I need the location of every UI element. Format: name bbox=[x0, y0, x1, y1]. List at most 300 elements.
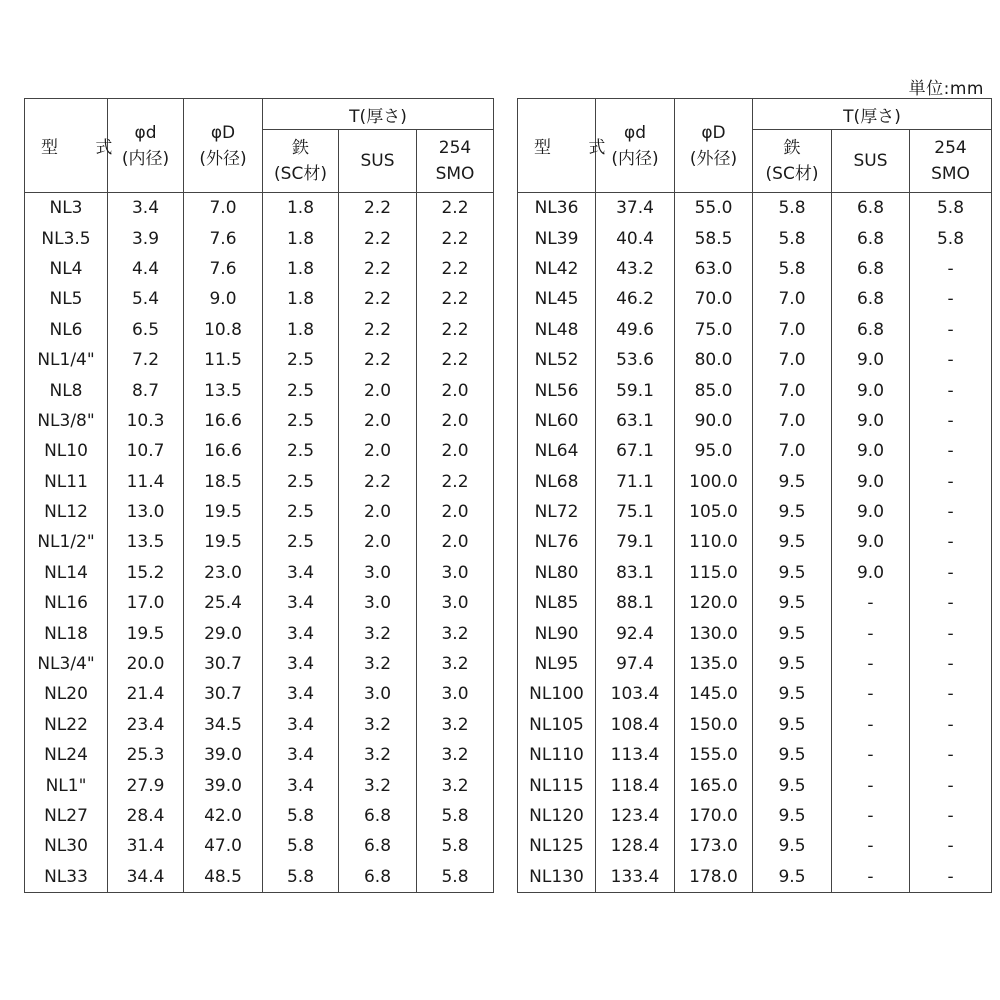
cell-254smo: 3.2 bbox=[417, 710, 494, 740]
cell-inner-diameter: 10.7 bbox=[108, 436, 184, 466]
header-254smo: 254 SMO bbox=[910, 130, 992, 193]
cell-sus: - bbox=[832, 679, 910, 709]
cell-sus: - bbox=[832, 618, 910, 648]
table-row bbox=[518, 649, 992, 679]
cell-254smo: - bbox=[910, 710, 992, 740]
cell-iron: 2.5 bbox=[263, 497, 339, 527]
cell-outer-diameter: 145.0 bbox=[675, 679, 753, 709]
cell-outer-diameter: 7.0 bbox=[184, 193, 263, 224]
cell-model: NL4 bbox=[25, 254, 108, 284]
cell-inner-diameter: 71.1 bbox=[596, 467, 675, 497]
cell-inner-diameter: 49.6 bbox=[596, 315, 675, 345]
cell-inner-diameter: 15.2 bbox=[108, 558, 184, 588]
cell-sus: 2.2 bbox=[339, 254, 417, 284]
cell-254smo: 5.8 bbox=[417, 801, 494, 831]
cell-model: NL60 bbox=[518, 406, 596, 436]
table-row bbox=[518, 193, 992, 224]
cell-sus: 6.8 bbox=[339, 862, 417, 893]
cell-iron: 2.5 bbox=[263, 406, 339, 436]
cell-sus: 6.8 bbox=[832, 284, 910, 314]
cell-model: NL42 bbox=[518, 254, 596, 284]
cell-iron: 9.5 bbox=[753, 831, 832, 861]
cell-254smo: - bbox=[910, 831, 992, 861]
table-row bbox=[25, 618, 494, 648]
cell-sus: - bbox=[832, 710, 910, 740]
cell-sus: 2.0 bbox=[339, 527, 417, 557]
cell-iron: 7.0 bbox=[753, 284, 832, 314]
cell-inner-diameter: 53.6 bbox=[596, 345, 675, 375]
cell-outer-diameter: 170.0 bbox=[675, 801, 753, 831]
cell-model: NL8 bbox=[25, 375, 108, 405]
cell-iron: 7.0 bbox=[753, 436, 832, 466]
cell-sus: 6.8 bbox=[339, 831, 417, 861]
cell-254smo: - bbox=[910, 254, 992, 284]
table-row bbox=[518, 284, 992, 314]
cell-sus: 6.8 bbox=[832, 223, 910, 253]
cell-254smo: - bbox=[910, 436, 992, 466]
cell-inner-diameter: 20.0 bbox=[108, 649, 184, 679]
cell-254smo: 3.0 bbox=[417, 679, 494, 709]
cell-inner-diameter: 13.0 bbox=[108, 497, 184, 527]
cell-254smo: 5.8 bbox=[417, 862, 494, 893]
cell-sus: 3.2 bbox=[339, 710, 417, 740]
cell-iron: 2.5 bbox=[263, 467, 339, 497]
cell-254smo: 3.0 bbox=[417, 588, 494, 618]
cell-model: NL95 bbox=[518, 649, 596, 679]
cell-iron: 5.8 bbox=[263, 801, 339, 831]
cell-model: NL18 bbox=[25, 618, 108, 648]
cell-254smo: 3.2 bbox=[417, 618, 494, 648]
cell-model: NL90 bbox=[518, 618, 596, 648]
cell-254smo: 5.8 bbox=[910, 193, 992, 224]
cell-model: NL80 bbox=[518, 558, 596, 588]
cell-iron: 9.5 bbox=[753, 497, 832, 527]
cell-sus: 3.2 bbox=[339, 770, 417, 800]
table-row bbox=[518, 831, 992, 861]
cell-inner-diameter: 17.0 bbox=[108, 588, 184, 618]
table-row bbox=[518, 527, 992, 557]
cell-iron: 9.5 bbox=[753, 740, 832, 770]
cell-model: NL68 bbox=[518, 467, 596, 497]
cell-sus: - bbox=[832, 770, 910, 800]
cell-model: NL16 bbox=[25, 588, 108, 618]
header-model: 型 式 bbox=[25, 99, 108, 193]
cell-sus: - bbox=[832, 862, 910, 893]
cell-iron: 9.5 bbox=[753, 527, 832, 557]
cell-model: NL125 bbox=[518, 831, 596, 861]
cell-254smo: 5.8 bbox=[417, 831, 494, 861]
cell-outer-diameter: 105.0 bbox=[675, 497, 753, 527]
cell-iron: 9.5 bbox=[753, 558, 832, 588]
cell-model: NL1" bbox=[25, 770, 108, 800]
cell-iron: 9.5 bbox=[753, 588, 832, 618]
cell-254smo: - bbox=[910, 467, 992, 497]
cell-inner-diameter: 123.4 bbox=[596, 801, 675, 831]
table-row bbox=[518, 558, 992, 588]
cell-inner-diameter: 128.4 bbox=[596, 831, 675, 861]
cell-sus: 3.0 bbox=[339, 588, 417, 618]
table-row bbox=[25, 254, 494, 284]
cell-254smo: - bbox=[910, 618, 992, 648]
cell-outer-diameter: 63.0 bbox=[675, 254, 753, 284]
cell-iron: 9.5 bbox=[753, 862, 832, 893]
cell-inner-diameter: 21.4 bbox=[108, 679, 184, 709]
cell-inner-diameter: 3.4 bbox=[108, 193, 184, 224]
table-row bbox=[518, 467, 992, 497]
cell-inner-diameter: 5.4 bbox=[108, 284, 184, 314]
cell-model: NL1/2" bbox=[25, 527, 108, 557]
cell-254smo: 2.0 bbox=[417, 527, 494, 557]
cell-iron: 3.4 bbox=[263, 588, 339, 618]
cell-outer-diameter: 47.0 bbox=[184, 831, 263, 861]
header-inner-diameter: φd (内径) bbox=[108, 99, 184, 193]
table-row bbox=[25, 710, 494, 740]
cell-inner-diameter: 113.4 bbox=[596, 740, 675, 770]
cell-inner-diameter: 43.2 bbox=[596, 254, 675, 284]
cell-inner-diameter: 3.9 bbox=[108, 223, 184, 253]
cell-sus: 2.0 bbox=[339, 497, 417, 527]
cell-outer-diameter: 42.0 bbox=[184, 801, 263, 831]
cell-sus: - bbox=[832, 831, 910, 861]
cell-iron: 3.4 bbox=[263, 649, 339, 679]
cell-inner-diameter: 6.5 bbox=[108, 315, 184, 345]
cell-iron: 5.8 bbox=[753, 193, 832, 224]
header-thickness: T(厚さ) bbox=[753, 99, 992, 130]
cell-254smo: 2.2 bbox=[417, 315, 494, 345]
cell-sus: 2.0 bbox=[339, 406, 417, 436]
cell-sus: 2.2 bbox=[339, 345, 417, 375]
cell-iron: 2.5 bbox=[263, 527, 339, 557]
cell-model: NL105 bbox=[518, 710, 596, 740]
table-row bbox=[518, 345, 992, 375]
header-model: 型 式 bbox=[518, 99, 596, 193]
cell-inner-diameter: 92.4 bbox=[596, 618, 675, 648]
header-sus: SUS bbox=[832, 130, 910, 193]
cell-inner-diameter: 34.4 bbox=[108, 862, 184, 893]
cell-model: NL6 bbox=[25, 315, 108, 345]
cell-sus: 3.2 bbox=[339, 618, 417, 648]
table-row bbox=[25, 436, 494, 466]
table-row bbox=[25, 284, 494, 314]
header-254smo: 254 SMO bbox=[417, 130, 494, 193]
cell-outer-diameter: 70.0 bbox=[675, 284, 753, 314]
cell-iron: 1.8 bbox=[263, 284, 339, 314]
cell-inner-diameter: 13.5 bbox=[108, 527, 184, 557]
table-row bbox=[518, 223, 992, 253]
cell-254smo: 3.0 bbox=[417, 558, 494, 588]
cell-254smo: 3.2 bbox=[417, 770, 494, 800]
spec-table-right bbox=[517, 98, 992, 893]
cell-model: NL1/4" bbox=[25, 345, 108, 375]
cell-inner-diameter: 133.4 bbox=[596, 862, 675, 893]
cell-iron: 3.4 bbox=[263, 740, 339, 770]
cell-model: NL56 bbox=[518, 375, 596, 405]
cell-model: NL76 bbox=[518, 527, 596, 557]
cell-sus: 2.2 bbox=[339, 467, 417, 497]
cell-outer-diameter: 11.5 bbox=[184, 345, 263, 375]
cell-sus: 3.0 bbox=[339, 679, 417, 709]
cell-iron: 5.8 bbox=[753, 254, 832, 284]
cell-254smo: - bbox=[910, 770, 992, 800]
cell-outer-diameter: 90.0 bbox=[675, 406, 753, 436]
cell-model: NL30 bbox=[25, 831, 108, 861]
cell-model: NL33 bbox=[25, 862, 108, 893]
table-row bbox=[518, 436, 992, 466]
cell-outer-diameter: 7.6 bbox=[184, 254, 263, 284]
table-row bbox=[518, 315, 992, 345]
cell-outer-diameter: 13.5 bbox=[184, 375, 263, 405]
table-row bbox=[518, 618, 992, 648]
cell-model: NL115 bbox=[518, 770, 596, 800]
cell-outer-diameter: 150.0 bbox=[675, 710, 753, 740]
table-row bbox=[25, 740, 494, 770]
cell-sus: 9.0 bbox=[832, 497, 910, 527]
cell-sus: 3.2 bbox=[339, 740, 417, 770]
table-row bbox=[518, 740, 992, 770]
table-row bbox=[518, 862, 992, 893]
cell-iron: 5.8 bbox=[263, 862, 339, 893]
cell-outer-diameter: 25.4 bbox=[184, 588, 263, 618]
cell-inner-diameter: 7.2 bbox=[108, 345, 184, 375]
header-iron: 鉄 (SC材) bbox=[753, 130, 832, 193]
cell-model: NL20 bbox=[25, 679, 108, 709]
cell-inner-diameter: 103.4 bbox=[596, 679, 675, 709]
cell-outer-diameter: 165.0 bbox=[675, 770, 753, 800]
cell-sus: 9.0 bbox=[832, 345, 910, 375]
cell-outer-diameter: 135.0 bbox=[675, 649, 753, 679]
cell-outer-diameter: 39.0 bbox=[184, 740, 263, 770]
cell-outer-diameter: 16.6 bbox=[184, 436, 263, 466]
cell-sus: 2.0 bbox=[339, 436, 417, 466]
cell-outer-diameter: 75.0 bbox=[675, 315, 753, 345]
cell-254smo: 2.2 bbox=[417, 254, 494, 284]
cell-iron: 3.4 bbox=[263, 710, 339, 740]
cell-254smo: - bbox=[910, 679, 992, 709]
cell-outer-diameter: 23.0 bbox=[184, 558, 263, 588]
cell-sus: 3.0 bbox=[339, 558, 417, 588]
cell-inner-diameter: 59.1 bbox=[596, 375, 675, 405]
cell-outer-diameter: 29.0 bbox=[184, 618, 263, 648]
table-row bbox=[25, 223, 494, 253]
table-row bbox=[25, 558, 494, 588]
cell-254smo: 3.2 bbox=[417, 740, 494, 770]
table-row bbox=[518, 375, 992, 405]
cell-iron: 5.8 bbox=[263, 831, 339, 861]
cell-254smo: 2.0 bbox=[417, 497, 494, 527]
cell-model: NL14 bbox=[25, 558, 108, 588]
cell-iron: 3.4 bbox=[263, 679, 339, 709]
unit-label: 単位:mm bbox=[908, 79, 984, 99]
cell-inner-diameter: 118.4 bbox=[596, 770, 675, 800]
cell-sus: 2.2 bbox=[339, 223, 417, 253]
cell-254smo: - bbox=[910, 649, 992, 679]
table-row bbox=[25, 649, 494, 679]
cell-outer-diameter: 155.0 bbox=[675, 740, 753, 770]
cell-254smo: - bbox=[910, 740, 992, 770]
cell-iron: 7.0 bbox=[753, 315, 832, 345]
cell-model: NL10 bbox=[25, 436, 108, 466]
cell-254smo: 2.2 bbox=[417, 284, 494, 314]
cell-outer-diameter: 55.0 bbox=[675, 193, 753, 224]
cell-outer-diameter: 39.0 bbox=[184, 770, 263, 800]
cell-iron: 1.8 bbox=[263, 223, 339, 253]
table-row bbox=[25, 527, 494, 557]
cell-inner-diameter: 97.4 bbox=[596, 649, 675, 679]
cell-sus: 2.0 bbox=[339, 375, 417, 405]
cell-outer-diameter: 120.0 bbox=[675, 588, 753, 618]
cell-inner-diameter: 67.1 bbox=[596, 436, 675, 466]
cell-inner-diameter: 75.1 bbox=[596, 497, 675, 527]
cell-254smo: - bbox=[910, 862, 992, 893]
cell-254smo: - bbox=[910, 284, 992, 314]
cell-model: NL36 bbox=[518, 193, 596, 224]
cell-outer-diameter: 10.8 bbox=[184, 315, 263, 345]
cell-model: NL72 bbox=[518, 497, 596, 527]
table-row bbox=[518, 497, 992, 527]
table-row bbox=[518, 710, 992, 740]
table-row bbox=[25, 770, 494, 800]
cell-iron: 1.8 bbox=[263, 254, 339, 284]
cell-254smo: 2.0 bbox=[417, 436, 494, 466]
cell-254smo: - bbox=[910, 588, 992, 618]
cell-inner-diameter: 27.9 bbox=[108, 770, 184, 800]
cell-sus: 9.0 bbox=[832, 467, 910, 497]
cell-inner-diameter: 108.4 bbox=[596, 710, 675, 740]
cell-model: NL11 bbox=[25, 467, 108, 497]
cell-254smo: 2.2 bbox=[417, 467, 494, 497]
table-row bbox=[518, 801, 992, 831]
cell-sus: 6.8 bbox=[832, 254, 910, 284]
cell-254smo: - bbox=[910, 345, 992, 375]
cell-iron: 9.5 bbox=[753, 801, 832, 831]
cell-outer-diameter: 173.0 bbox=[675, 831, 753, 861]
cell-sus: - bbox=[832, 801, 910, 831]
cell-model: NL22 bbox=[25, 710, 108, 740]
cell-outer-diameter: 115.0 bbox=[675, 558, 753, 588]
table-row bbox=[518, 406, 992, 436]
cell-254smo: - bbox=[910, 315, 992, 345]
cell-iron: 2.5 bbox=[263, 375, 339, 405]
cell-sus: - bbox=[832, 740, 910, 770]
cell-254smo: - bbox=[910, 558, 992, 588]
cell-outer-diameter: 58.5 bbox=[675, 223, 753, 253]
header-outer-diameter: φD (外径) bbox=[184, 99, 263, 193]
cell-inner-diameter: 28.4 bbox=[108, 801, 184, 831]
spec-table-left bbox=[24, 98, 494, 893]
table-row bbox=[518, 588, 992, 618]
cell-outer-diameter: 80.0 bbox=[675, 345, 753, 375]
cell-sus: 2.2 bbox=[339, 284, 417, 314]
cell-inner-diameter: 46.2 bbox=[596, 284, 675, 314]
cell-iron: 3.4 bbox=[263, 770, 339, 800]
cell-iron: 2.5 bbox=[263, 436, 339, 466]
cell-254smo: 2.0 bbox=[417, 375, 494, 405]
cell-iron: 7.0 bbox=[753, 375, 832, 405]
cell-outer-diameter: 34.5 bbox=[184, 710, 263, 740]
cell-iron: 9.5 bbox=[753, 679, 832, 709]
cell-outer-diameter: 7.6 bbox=[184, 223, 263, 253]
cell-outer-diameter: 19.5 bbox=[184, 527, 263, 557]
header-outer-diameter: φD (外径) bbox=[675, 99, 753, 193]
cell-254smo: - bbox=[910, 527, 992, 557]
table-row bbox=[25, 467, 494, 497]
cell-model: NL110 bbox=[518, 740, 596, 770]
cell-iron: 3.4 bbox=[263, 558, 339, 588]
cell-iron: 9.5 bbox=[753, 618, 832, 648]
cell-outer-diameter: 85.0 bbox=[675, 375, 753, 405]
cell-sus: 9.0 bbox=[832, 406, 910, 436]
cell-outer-diameter: 19.5 bbox=[184, 497, 263, 527]
cell-model: NL12 bbox=[25, 497, 108, 527]
cell-model: NL39 bbox=[518, 223, 596, 253]
cell-iron: 9.5 bbox=[753, 649, 832, 679]
cell-254smo: 5.8 bbox=[910, 223, 992, 253]
cell-sus: 6.8 bbox=[339, 801, 417, 831]
cell-inner-diameter: 8.7 bbox=[108, 375, 184, 405]
cell-model: NL48 bbox=[518, 315, 596, 345]
cell-inner-diameter: 37.4 bbox=[596, 193, 675, 224]
cell-inner-diameter: 19.5 bbox=[108, 618, 184, 648]
table-row bbox=[518, 254, 992, 284]
table-row bbox=[25, 375, 494, 405]
cell-model: NL5 bbox=[25, 284, 108, 314]
cell-model: NL100 bbox=[518, 679, 596, 709]
cell-iron: 5.8 bbox=[753, 223, 832, 253]
cell-inner-diameter: 23.4 bbox=[108, 710, 184, 740]
cell-254smo: - bbox=[910, 801, 992, 831]
table-row bbox=[25, 193, 494, 224]
cell-sus: - bbox=[832, 588, 910, 618]
cell-254smo: - bbox=[910, 375, 992, 405]
cell-model: NL45 bbox=[518, 284, 596, 314]
table-row bbox=[25, 497, 494, 527]
cell-254smo: - bbox=[910, 497, 992, 527]
table-body-right bbox=[518, 193, 992, 893]
cell-model: NL64 bbox=[518, 436, 596, 466]
table-row bbox=[25, 679, 494, 709]
table-row bbox=[25, 406, 494, 436]
cell-inner-diameter: 63.1 bbox=[596, 406, 675, 436]
cell-outer-diameter: 110.0 bbox=[675, 527, 753, 557]
cell-inner-diameter: 88.1 bbox=[596, 588, 675, 618]
cell-outer-diameter: 100.0 bbox=[675, 467, 753, 497]
cell-outer-diameter: 30.7 bbox=[184, 679, 263, 709]
table-body-left bbox=[25, 193, 494, 893]
cell-sus: 2.2 bbox=[339, 315, 417, 345]
cell-iron: 7.0 bbox=[753, 406, 832, 436]
table-row bbox=[25, 588, 494, 618]
cell-254smo: 2.0 bbox=[417, 406, 494, 436]
table-row bbox=[25, 862, 494, 893]
cell-inner-diameter: 4.4 bbox=[108, 254, 184, 284]
header-iron: 鉄 (SC材) bbox=[263, 130, 339, 193]
table-row bbox=[518, 679, 992, 709]
cell-iron: 2.5 bbox=[263, 345, 339, 375]
cell-outer-diameter: 48.5 bbox=[184, 862, 263, 893]
header-sus: SUS bbox=[339, 130, 417, 193]
cell-sus: 3.2 bbox=[339, 649, 417, 679]
cell-254smo: 2.2 bbox=[417, 223, 494, 253]
cell-model: NL120 bbox=[518, 801, 596, 831]
cell-sus: 9.0 bbox=[832, 436, 910, 466]
cell-model: NL3/8" bbox=[25, 406, 108, 436]
cell-sus: 2.2 bbox=[339, 193, 417, 224]
cell-model: NL24 bbox=[25, 740, 108, 770]
cell-sus: 9.0 bbox=[832, 375, 910, 405]
cell-iron: 3.4 bbox=[263, 618, 339, 648]
cell-inner-diameter: 11.4 bbox=[108, 467, 184, 497]
cell-outer-diameter: 95.0 bbox=[675, 436, 753, 466]
